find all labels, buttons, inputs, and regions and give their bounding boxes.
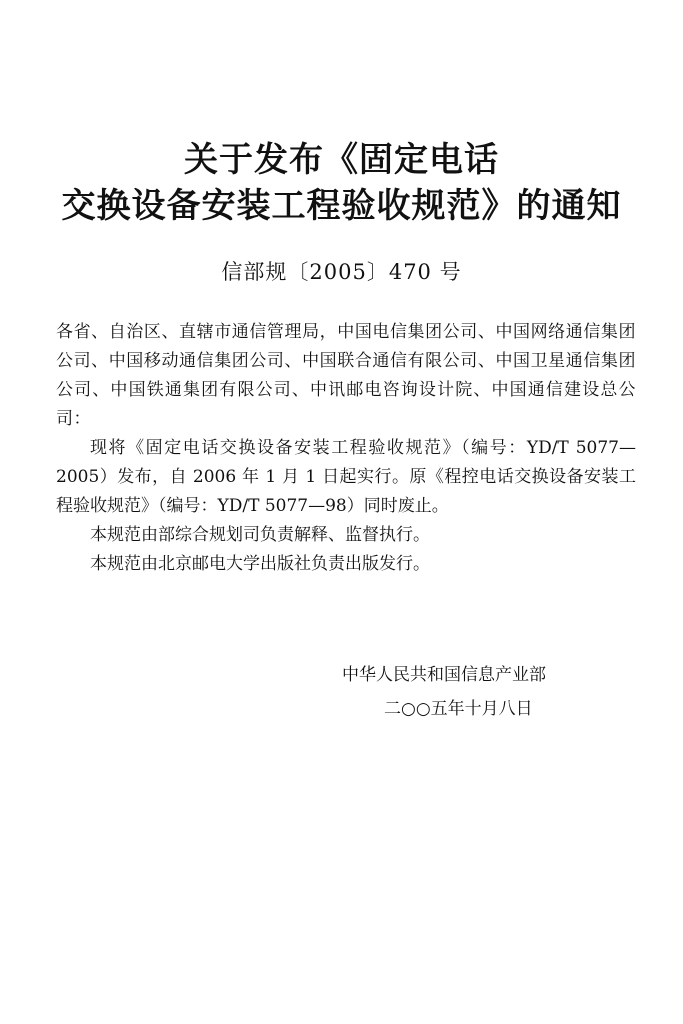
notice-body [56,318,636,579]
main-paragraph: 现将《固定电话交换设备安装工程验收规范》（编号：YD/T 5077—2005）发布，自 2006 年 1 月 1 日起实行。原《程控电话交换设备安装工程验收规范》（编号：YD/T 5077—98）同时废止。 [56,438,636,516]
issue-date: 二○○五年十月八日 [384,699,533,719]
title-line-1: 关于发布《固定电话 [184,140,499,180]
document-number: 信部规〔2005〕470 号 [221,260,462,284]
interpretation-paragraph: 本规范由部综合规划司负责解释、监督执行。 [90,525,430,545]
title-line-2: 交换设备安装工程验收规范》的通知 [61,186,622,226]
addressee-paragraph: 各省、自治区、直辖市通信管理局，中国电信集团公司、中国网络通信集团公司、中国移动通信集团公司、中国联合通信有限公司、中国卫星通信集团公司、中国铁通集团有限公司、中讯邮电咨询设计院、中国通信建设总公司： [56,322,636,429]
issuer-signature: 中华人民共和国信息产业部 [342,665,546,685]
publication-paragraph: 本规范由北京邮电大学出版社负责出版发行。 [90,554,430,574]
